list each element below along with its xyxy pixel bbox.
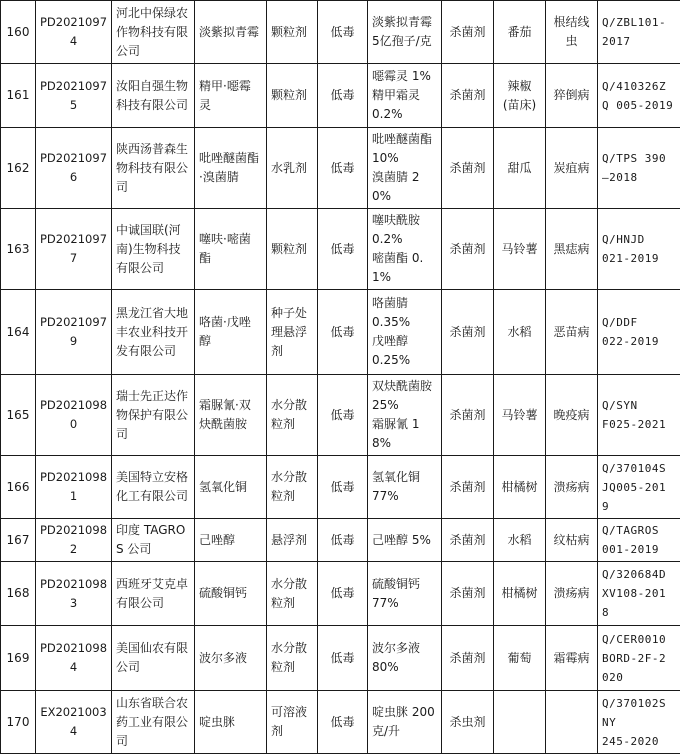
cell-toxicity-text: 低毒 (322, 649, 363, 668)
cell-registration-number-text: PD20210974 (40, 13, 107, 51)
cell-toxicity-text: 低毒 (322, 23, 363, 42)
cell-registration-number (36, 1, 112, 64)
cell-active-ingredient-content (368, 519, 442, 562)
cell-product-name-text: 噻呋·嘧菌酯 (199, 230, 262, 268)
cell-pesticide-type (442, 128, 494, 209)
cell-active-ingredient-content-text: 噻呋酰胺 0.2% 嘧菌酯 0.1% (372, 211, 437, 287)
cell-pesticide-type (442, 290, 494, 375)
cell-serial-number-text: 163 (5, 240, 31, 259)
cell-toxicity (318, 626, 368, 691)
cell-formulation (267, 64, 318, 128)
cell-toxicity (318, 691, 368, 754)
cell-serial-number-text: 160 (5, 23, 31, 42)
cell-target-pest-text: 霜霉病 (550, 649, 593, 668)
cell-active-ingredient-content-text: 硫酸铜钙 77% (372, 575, 437, 613)
cell-target-pest-text: 黑痣病 (550, 240, 593, 259)
cell-crop-text: 甜瓜 (498, 159, 541, 178)
cell-formulation-text: 悬浮剂 (271, 531, 313, 550)
cell-target-pest-text: 溃疡病 (550, 584, 593, 603)
cell-pesticide-type-text: 杀菌剂 (446, 531, 489, 550)
cell-registrant-company (112, 519, 195, 562)
cell-product-standard-text: Q/410326Z Q 005-2019 (602, 77, 676, 115)
cell-crop (494, 209, 546, 290)
cell-formulation-text: 颗粒剂 (271, 240, 313, 259)
cell-serial-number-text: 167 (5, 531, 31, 550)
table-row (1, 209, 680, 290)
cell-toxicity-text: 低毒 (322, 406, 363, 425)
cell-formulation (267, 375, 318, 456)
table-row (1, 64, 680, 128)
cell-crop-text: 葡萄 (498, 649, 541, 668)
cell-serial-number (1, 1, 36, 64)
cell-target-pest-text: 炭疽病 (550, 159, 593, 178)
cell-active-ingredient-content-text: 己唑醇 5% (372, 531, 437, 550)
cell-active-ingredient-content (368, 375, 442, 456)
cell-pesticide-type-text: 杀菌剂 (446, 649, 489, 668)
cell-registration-number-text: PD20210982 (40, 521, 107, 559)
cell-serial-number (1, 519, 36, 562)
cell-pesticide-type (442, 375, 494, 456)
cell-product-standard-text: Q/HNJD 021-2019 (602, 230, 676, 268)
cell-registrant-company-text: 黑龙江省大地丰农业科技开发有限公司 (116, 304, 190, 361)
cell-registrant-company (112, 64, 195, 128)
cell-pesticide-type-text: 杀菌剂 (446, 23, 489, 42)
cell-active-ingredient-content (368, 691, 442, 754)
cell-serial-number-text: 161 (5, 86, 31, 105)
cell-formulation (267, 290, 318, 375)
cell-formulation-text: 水分散粒剂 (271, 575, 313, 613)
cell-product-name (195, 375, 267, 456)
cell-pesticide-type (442, 64, 494, 128)
cell-formulation (267, 1, 318, 64)
cell-product-name-text: 精甲·噁霉灵 (199, 77, 262, 115)
cell-crop (494, 290, 546, 375)
cell-crop-text: 水稻 (498, 323, 541, 342)
cell-active-ingredient-content-text: 吡唑醚菌酯 10% 溴菌腈 20% (372, 130, 437, 206)
cell-registration-number-text: PD20210981 (40, 468, 107, 506)
cell-toxicity (318, 209, 368, 290)
cell-target-pest-text: 恶苗病 (550, 323, 593, 342)
cell-crop-text: 辣椒 (苗床) (498, 77, 541, 115)
cell-registrant-company-text: 瑞士先正达作物保护有限公司 (116, 387, 190, 444)
cell-registrant-company-text: 印度 TAGROS 公司 (116, 521, 190, 559)
cell-serial-number (1, 456, 36, 519)
cell-registrant-company (112, 375, 195, 456)
cell-formulation-text: 可溶液剂 (271, 703, 313, 741)
cell-registrant-company-text: 河北中保绿农作物科技有限公司 (116, 4, 190, 61)
cell-product-standard (598, 128, 680, 209)
table-body (1, 1, 680, 754)
cell-pesticide-type (442, 209, 494, 290)
cell-registration-number-text: PD20210984 (40, 639, 107, 677)
cell-product-standard-text: Q/TAGROS 001-2019 (602, 521, 676, 559)
cell-active-ingredient-content-text: 淡紫拟青霉 5亿孢子/克 (372, 13, 437, 51)
cell-product-name (195, 562, 267, 626)
cell-toxicity-text: 低毒 (322, 531, 363, 550)
cell-target-pest (546, 290, 598, 375)
cell-registrant-company-text: 陕西汤普森生物科技有限公司 (116, 140, 190, 197)
cell-toxicity-text: 低毒 (322, 240, 363, 259)
cell-product-name (195, 519, 267, 562)
cell-serial-number-text: 166 (5, 478, 31, 497)
cell-serial-number (1, 209, 36, 290)
cell-formulation (267, 209, 318, 290)
cell-toxicity (318, 128, 368, 209)
table-row (1, 128, 680, 209)
cell-registration-number-text: PD20210977 (40, 230, 107, 268)
cell-crop (494, 519, 546, 562)
cell-registrant-company-text: 山东省联合农药工业有限公司 (116, 694, 190, 751)
cell-pesticide-type (442, 562, 494, 626)
cell-registration-number (36, 562, 112, 626)
cell-serial-number (1, 64, 36, 128)
cell-product-name-text: 霜脲氰·双炔酰菌胺 (199, 396, 262, 434)
cell-crop-text: 水稻 (498, 531, 541, 550)
cell-formulation-text: 颗粒剂 (271, 23, 313, 42)
cell-toxicity (318, 562, 368, 626)
table-row (1, 456, 680, 519)
table-row (1, 626, 680, 691)
cell-toxicity-text: 低毒 (322, 713, 363, 732)
cell-serial-number-text: 168 (5, 584, 31, 603)
cell-crop (494, 375, 546, 456)
cell-active-ingredient-content (368, 562, 442, 626)
cell-target-pest-text: 溃疡病 (550, 478, 593, 497)
cell-formulation (267, 128, 318, 209)
cell-target-pest (546, 128, 598, 209)
cell-active-ingredient-content (368, 64, 442, 128)
cell-registration-number-text: PD20210975 (40, 77, 107, 115)
cell-active-ingredient-content-text: 波尔多液 80% (372, 639, 437, 677)
cell-registration-number (36, 290, 112, 375)
cell-product-name (195, 1, 267, 64)
cell-product-name (195, 456, 267, 519)
cell-pesticide-type (442, 626, 494, 691)
cell-serial-number (1, 626, 36, 691)
cell-toxicity-text: 低毒 (322, 159, 363, 178)
cell-target-pest (546, 1, 598, 64)
cell-pesticide-type-text: 杀菌剂 (446, 159, 489, 178)
cell-product-name-text: 己唑醇 (199, 531, 262, 550)
cell-product-name-text: 咯菌·戊唑醇 (199, 313, 262, 351)
cell-toxicity-text: 低毒 (322, 584, 363, 603)
cell-registration-number (36, 128, 112, 209)
cell-product-standard-text: Q/DDF 022-2019 (602, 313, 676, 351)
cell-serial-number (1, 691, 36, 754)
cell-crop-text: 柑橘树 (498, 478, 541, 497)
cell-product-standard-text: Q/ZBL101- 2017 (602, 13, 676, 51)
cell-formulation (267, 562, 318, 626)
cell-pesticide-type-text: 杀菌剂 (446, 406, 489, 425)
cell-serial-number-text: 170 (5, 713, 31, 732)
cell-pesticide-type (442, 519, 494, 562)
cell-registration-number (36, 626, 112, 691)
cell-registration-number-text: PD20210976 (40, 149, 107, 187)
cell-target-pest (546, 456, 598, 519)
cell-product-name-text: 淡紫拟青霉 (199, 23, 262, 42)
cell-active-ingredient-content (368, 209, 442, 290)
cell-crop (494, 456, 546, 519)
cell-product-standard (598, 626, 680, 691)
cell-target-pest (546, 209, 598, 290)
cell-pesticide-type (442, 1, 494, 64)
cell-formulation (267, 456, 318, 519)
cell-serial-number (1, 290, 36, 375)
cell-registration-number-text: PD20210979 (40, 313, 107, 351)
cell-active-ingredient-content-text: 啶虫脒 200 克/升 (372, 703, 437, 741)
cell-registrant-company-text: 美国特立安格化工有限公司 (116, 468, 190, 506)
cell-target-pest (546, 64, 598, 128)
cell-serial-number (1, 128, 36, 209)
table-row (1, 562, 680, 626)
cell-toxicity-text: 低毒 (322, 323, 363, 342)
cell-pesticide-type-text: 杀虫剂 (446, 713, 489, 732)
cell-crop-text: 马铃薯 (498, 406, 541, 425)
cell-pesticide-type-text: 杀菌剂 (446, 584, 489, 603)
cell-toxicity (318, 456, 368, 519)
cell-crop-text: 马铃薯 (498, 240, 541, 259)
cell-target-pest-text: 猝倒病 (550, 86, 593, 105)
cell-target-pest (546, 626, 598, 691)
cell-product-name-text: 波尔多液 (199, 649, 262, 668)
cell-registration-number-text: PD20210983 (40, 575, 107, 613)
cell-serial-number (1, 562, 36, 626)
cell-product-name-text: 氢氧化铜 (199, 478, 262, 497)
cell-pesticide-type (442, 691, 494, 754)
cell-crop (494, 562, 546, 626)
cell-active-ingredient-content (368, 128, 442, 209)
cell-product-standard (598, 691, 680, 754)
cell-active-ingredient-content-text: 噁霉灵 1% 精甲霜灵 0.2% (372, 67, 437, 124)
cell-target-pest (546, 375, 598, 456)
cell-pesticide-type-text: 杀菌剂 (446, 478, 489, 497)
cell-product-name (195, 209, 267, 290)
table-row (1, 691, 680, 754)
cell-product-name-text: 吡唑醚菌酯·溴菌腈 (199, 149, 262, 187)
table-row (1, 1, 680, 64)
cell-active-ingredient-content (368, 626, 442, 691)
cell-registration-number-text: EX20210034 (40, 703, 107, 741)
table-row (1, 519, 680, 562)
cell-pesticide-type-text: 杀菌剂 (446, 86, 489, 105)
cell-registrant-company (112, 290, 195, 375)
cell-product-name-text: 硫酸铜钙 (199, 584, 262, 603)
cell-toxicity (318, 519, 368, 562)
cell-product-standard (598, 562, 680, 626)
cell-active-ingredient-content-text: 氢氧化铜 77% (372, 468, 437, 506)
cell-target-pest (546, 519, 598, 562)
cell-crop (494, 64, 546, 128)
cell-formulation (267, 519, 318, 562)
cell-serial-number (1, 375, 36, 456)
cell-product-name (195, 64, 267, 128)
cell-registration-number (36, 519, 112, 562)
cell-formulation-text: 颗粒剂 (271, 86, 313, 105)
cell-formulation (267, 691, 318, 754)
cell-product-standard (598, 375, 680, 456)
cell-toxicity (318, 1, 368, 64)
table-row (1, 375, 680, 456)
cell-product-standard (598, 64, 680, 128)
cell-product-standard-text: Q/SYN F025-2021 (602, 396, 676, 434)
cell-serial-number-text: 164 (5, 323, 31, 342)
cell-target-pest-text: 纹枯病 (550, 531, 593, 550)
cell-registrant-company-text: 美国仙农有限公司 (116, 639, 190, 677)
cell-registration-number-text: PD20210980 (40, 396, 107, 434)
cell-registration-number (36, 691, 112, 754)
cell-registrant-company (112, 691, 195, 754)
cell-registrant-company (112, 209, 195, 290)
cell-product-standard-text: Q/CER0010 BORD-2F-2 020 (602, 630, 676, 687)
cell-formulation-text: 水乳剂 (271, 159, 313, 178)
cell-active-ingredient-content-text: 咯菌腈 0.35% 戊唑醇 0.25% (372, 294, 437, 370)
cell-registrant-company (112, 128, 195, 209)
cell-toxicity-text: 低毒 (322, 86, 363, 105)
cell-crop (494, 626, 546, 691)
cell-target-pest-text: 晚疫病 (550, 406, 593, 425)
cell-registration-number (36, 209, 112, 290)
cell-active-ingredient-content (368, 456, 442, 519)
cell-active-ingredient-content-text: 双炔酰菌胺 25% 霜脲氰 18% (372, 377, 437, 453)
cell-formulation-text: 水分散粒剂 (271, 396, 313, 434)
cell-active-ingredient-content (368, 1, 442, 64)
cell-registrant-company (112, 626, 195, 691)
cell-product-name-text: 啶虫脒 (199, 713, 262, 732)
cell-product-standard (598, 519, 680, 562)
cell-active-ingredient-content (368, 290, 442, 375)
cell-formulation-text: 种子处理悬浮剂 (271, 304, 313, 361)
cell-product-standard-text: Q/370104S JQ005-201 9 (602, 459, 676, 516)
cell-product-name (195, 691, 267, 754)
cell-toxicity-text: 低毒 (322, 478, 363, 497)
cell-product-name (195, 290, 267, 375)
cell-crop (494, 1, 546, 64)
cell-crop-text: 柑橘树 (498, 584, 541, 603)
cell-serial-number-text: 165 (5, 406, 31, 425)
cell-registrant-company-text: 汝阳自强生物科技有限公司 (116, 77, 190, 115)
cell-registration-number (36, 456, 112, 519)
cell-crop (494, 128, 546, 209)
cell-registrant-company-text: 西班牙艾克卓有限公司 (116, 575, 190, 613)
cell-product-standard (598, 290, 680, 375)
cell-product-standard-text: Q/320684D XV108-201 8 (602, 565, 676, 622)
cell-crop (494, 691, 546, 754)
cell-product-standard-text: Q/370102S NY 245-2020 (602, 694, 676, 751)
cell-registration-number (36, 375, 112, 456)
cell-formulation-text: 水分散粒剂 (271, 468, 313, 506)
cell-serial-number-text: 169 (5, 649, 31, 668)
cell-formulation (267, 626, 318, 691)
cell-registrant-company-text: 中诚国联(河南)生物科技有限公司 (116, 221, 190, 278)
cell-crop-text: 番茄 (498, 23, 541, 42)
cell-registration-number (36, 64, 112, 128)
cell-target-pest (546, 562, 598, 626)
cell-pesticide-type (442, 456, 494, 519)
cell-product-name (195, 626, 267, 691)
cell-pesticide-type-text: 杀菌剂 (446, 323, 489, 342)
cell-product-standard (598, 209, 680, 290)
cell-product-standard (598, 1, 680, 64)
cell-serial-number-text: 162 (5, 159, 31, 178)
cell-product-name (195, 128, 267, 209)
cell-formulation-text: 水分散粒剂 (271, 639, 313, 677)
cell-target-pest-text: 根结线虫 (550, 13, 593, 51)
cell-toxicity (318, 64, 368, 128)
table-row (1, 290, 680, 375)
cell-target-pest (546, 691, 598, 754)
cell-registrant-company (112, 456, 195, 519)
cell-product-standard-text: Q/TPS 390 —2018 (602, 149, 676, 187)
cell-toxicity (318, 290, 368, 375)
cell-pesticide-type-text: 杀菌剂 (446, 240, 489, 259)
cell-product-standard (598, 456, 680, 519)
cell-registrant-company (112, 562, 195, 626)
cell-registrant-company (112, 1, 195, 64)
cell-toxicity (318, 375, 368, 456)
